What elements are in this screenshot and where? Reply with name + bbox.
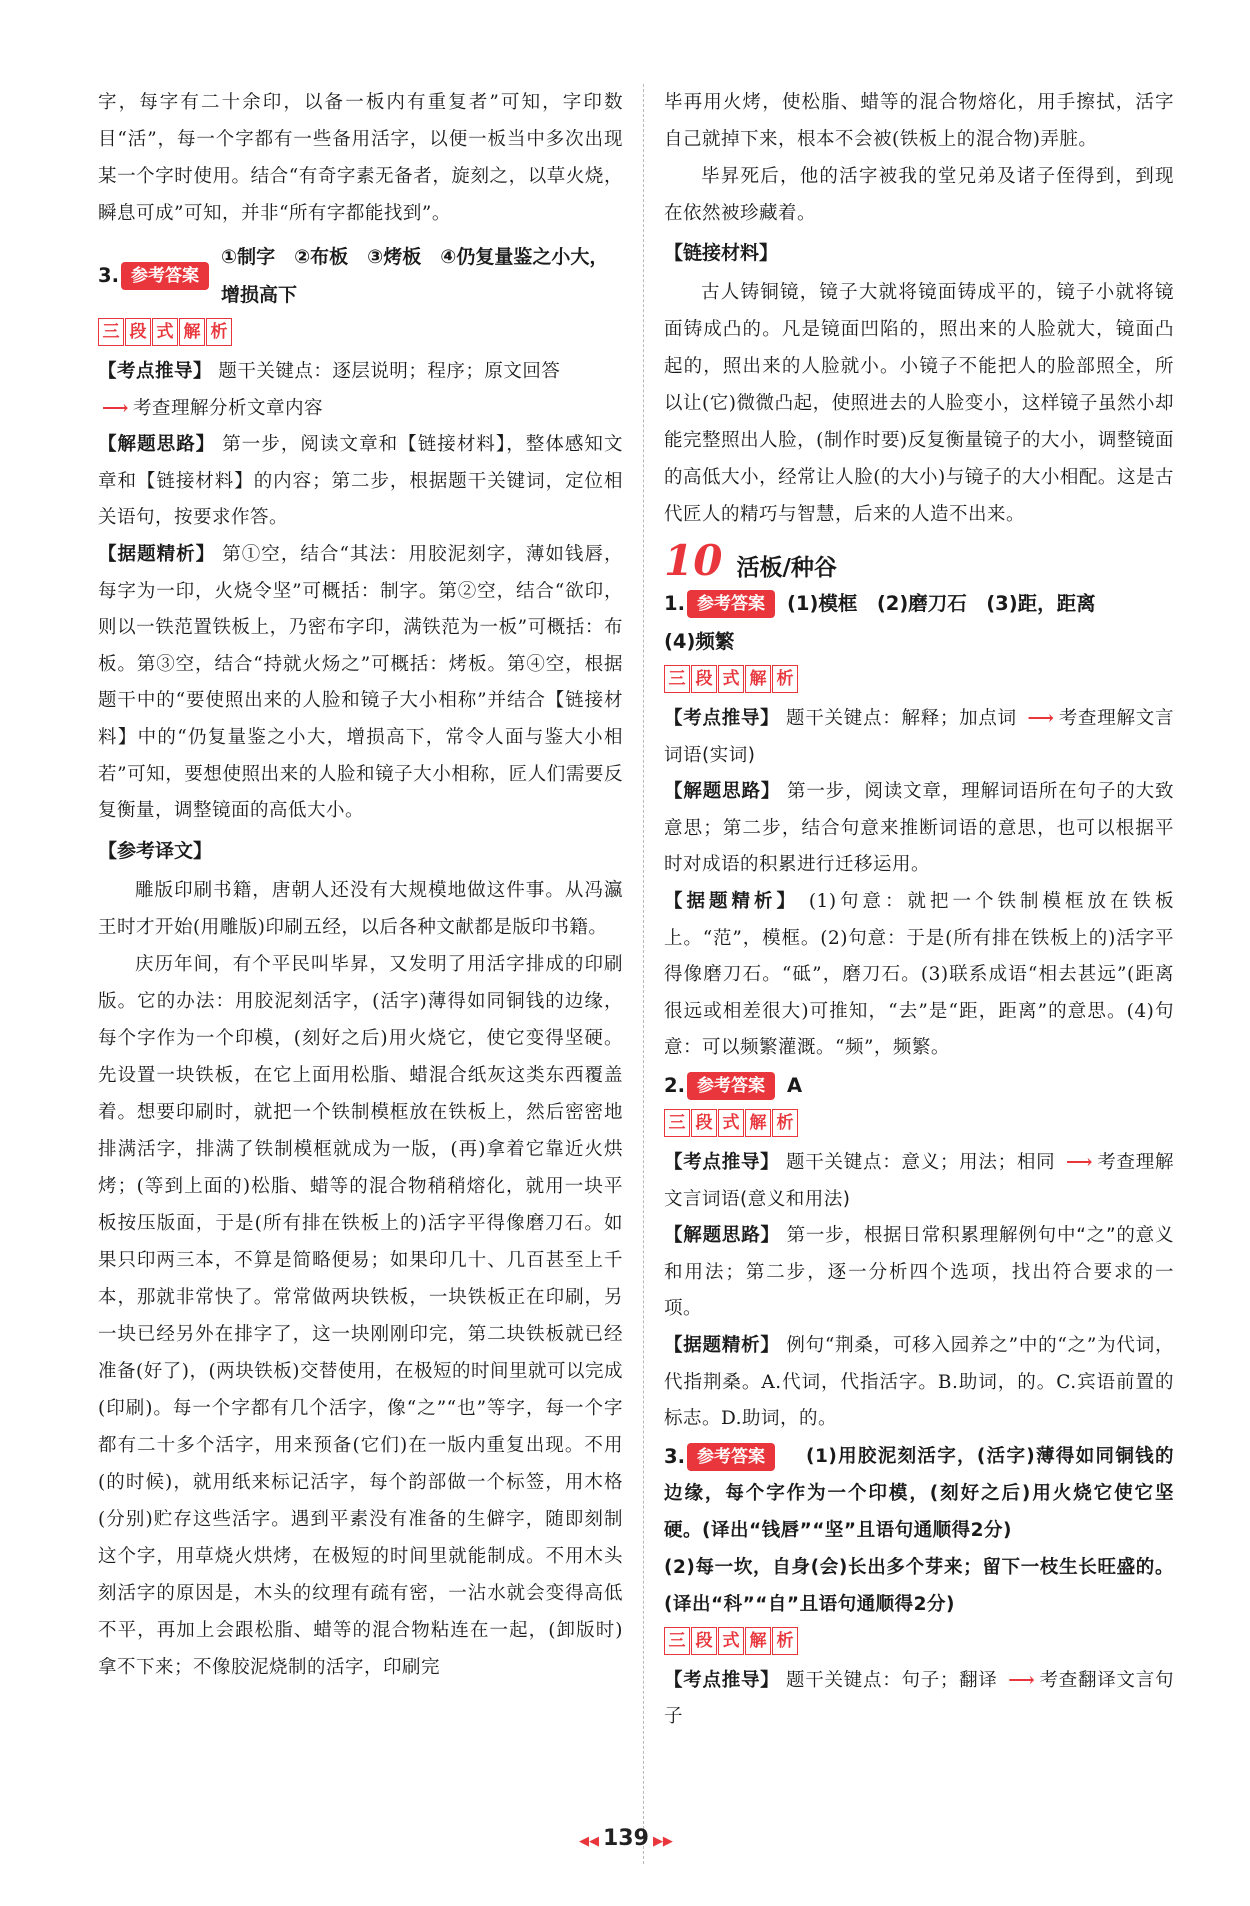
jingxi-label: 【据题精析】 [664,1334,780,1356]
analysis-box: 式 [718,1109,744,1137]
kaodian-text-2: 考查理解文言词语(实词) [664,708,1174,766]
jieti-paragraph [664,774,1174,884]
jingxi-label: 【据题精析】 [98,543,216,565]
jieti-label: 【解题思路】 [664,781,781,803]
jingxi-text: 第①空，结合“其法：用胶泥刻字，薄如钱唇，每字为一印，火烧令坚”可概括：制字。第②空，结合“欲印，则以一铁范置铁板上，乃密布字印，满铁范为一板”可概括：布板。第③空，结合“持就火炀之”可概括：烤板。第④空，根据题干中的“要使照出来的人脸和镜子大小相称”并结合【链接材料】中的“仍复量鉴之小大，增损高下，常令人面与鉴大小相若”可知，要想使照出来的人脸和镜子大小相称，匠人们需要反复衡量，调整镜面的高低大小。 [98,543,623,822]
lesson-title: 活板/种谷 [736,555,837,581]
analysis-box: 解 [179,318,205,346]
analysis-box: 式 [718,1627,744,1655]
kaodian-text-2: 考查理解分析文章内容 [133,397,324,419]
kaodian-label: 【考点推导】 [664,1669,780,1691]
analysis-box: 解 [745,1109,771,1137]
answer-badge: 参考答案 [687,1072,775,1100]
jingxi-text: 例句“荆桑，可移入园养之”中的“之”为代词，代指荆桑。A.代词，代指活字。B.助词，的。C.宾语前置的标志。D.助词，的。 [664,1334,1174,1430]
kaodian-label: 【考点推导】 [664,708,780,729]
analysis-box: 析 [206,318,232,346]
jieti-text: 第一步，根据日常积累理解例句中“之”的意义和用法；第二步，逐一分析四个选项，找出符合要求的一项。 [664,1225,1174,1320]
kaodian-text: 题干关键点：句子；翻译 [786,1669,998,1691]
column-divider [643,84,644,1864]
kaodian-text-2: 考查理解文言词语(意义和用法) [664,1151,1174,1210]
kaodian-label: 【考点推导】 [98,361,213,382]
kaodian-label: 【考点推导】 [664,1151,780,1173]
right-triangles-icon: ▶▶ [652,1834,673,1849]
link-material-title: 【链接材料】 [664,242,779,264]
analysis-box: 解 [745,665,771,693]
q1-answer-line [664,585,1174,623]
analysis-boxes [664,665,1174,693]
jingxi-text: (1)句意：就把一个铁制模框放在铁板上。“范”，模框。(2)句意：于是(所有排在铁板上的)活字平得像磨刀石。“砥”，磨刀石。(3)联系成语“相去甚远”(距离很远或相差很大)可推知，“去”是“距，距离”的意思。(4)句意：可以频繁灌溉。“频”，频繁。 [664,890,1174,1059]
kaodian-paragraph [664,1145,1174,1218]
right-column [664,84,1174,1736]
left-top-paragraph: 字，每字有二十余印，以备一板内有重复者”可知，字印数目“活”，每一个字都有一些备用活字，以便一板当中多次出现某一个字时使用。结合“有奇字素无备者，旋刻之，以草火烧，瞬息可成”可知，并非“所有字都能找到”。 [98,92,623,224]
q3-answer-line [98,238,623,314]
answer-text: (1)用胶泥刻活字，(活字)薄得如同铜钱的边缘，每个字作为一个印模，(刻好之后)用火烧它使它坚硬。(译出“钱唇”“坚”且语句通顺得2分) [664,1445,1174,1541]
answer-text-2: (2)每一坎，自身(会)长出多个芽来；留下一枝生长旺盛的。(译出“科”“自”且语句通顺得2分) [664,1556,1174,1615]
link-material-text: 古人铸铜镜，镜子大就将镜面铸成平的，镜子小就将镜面铸成凸的。凡是镜面凹陷的，照出来的人脸就大，镜面凸起的，照出来的人脸就小。小镜子不能把人的脸部照全，所以让(它)微微凸起，使照进去的人脸变小，这样镜子虽然小却能完整照出人脸，(制作时要)反复衡量镜子的大小，调整镜面的高低大小，经常让人脸(的大小)与镜子的大小相配。这是古代匠人的精巧与智慧，后来的人造不出来。 [664,282,1174,525]
q1-answer-line-2 [664,623,1174,661]
arrow-icon: ⟶ [1008,1669,1036,1691]
analysis-box: 式 [718,665,744,693]
analysis-box: 式 [152,318,178,346]
question-number: 3. [664,1444,685,1468]
answer-badge: 参考答案 [687,590,775,618]
question-number: 2. [664,1073,685,1097]
jingxi-paragraph [664,1328,1174,1438]
analysis-box: 三 [664,1627,690,1655]
kaodian-paragraph [98,354,623,427]
analysis-box: 三 [98,318,124,346]
left-column [98,84,623,1686]
analysis-box: 段 [691,665,717,693]
answer-text: A [786,1073,803,1097]
jieti-paragraph [664,1218,1174,1328]
analysis-box: 段 [125,318,151,346]
question-number: 3. [98,264,119,287]
analysis-boxes [98,318,623,346]
kaodian-text: 题干关键点：意义；用法；相同 [786,1151,1056,1173]
answer-badge: 参考答案 [687,1443,775,1471]
answer-text-2: (4)频繁 [664,630,735,653]
translation-paragraph-1: 雕版印刷书籍，唐朝人还没有大规模地做这件事。从冯瀛王时才开始(用雕版)印刷五经，以后各种文献都是版印书籍。 [98,879,623,938]
jieti-label: 【解题思路】 [664,1225,780,1247]
jingxi-paragraph [664,884,1174,1067]
lesson-number: 10 [664,536,723,585]
arrow-icon: ⟶ [1027,708,1055,729]
analysis-box: 析 [772,1109,798,1137]
analysis-box: 解 [745,1627,771,1655]
question-number: 1. [664,592,685,615]
reference-translation-title: 【参考译文】 [98,839,213,862]
jingxi-paragraph [98,537,623,830]
answer-text: ①制字 ②布板 ③烤板 ④仍复量鉴之小大，增损高下 [220,246,609,306]
analysis-boxes [664,1627,1174,1655]
left-triangles-icon: ◀◀ [579,1834,599,1849]
analysis-box: 三 [664,1109,690,1137]
analysis-box: 段 [691,1109,717,1137]
arrow-icon: ⟶ [102,397,130,419]
analysis-box: 析 [772,1627,798,1655]
arrow-icon: ⟶ [1065,1151,1094,1173]
kaodian-text: 题干关键点：逐层说明；程序；原文回答 [218,361,561,382]
right-top-paragraph-2: 毕昇死后，他的活字被我的堂兄弟及诸子侄得到，到现在依然被珍藏着。 [664,166,1174,224]
answer-text: (1)模框 (2)磨刀石 (3)距，距离 [786,592,1096,615]
q2-answer-line [664,1067,1174,1105]
page-number-text: 139 [603,1826,649,1851]
jieti-text: 第一步，阅读文章，理解词语所在句子的大致意思；第二步，结合句意来推断词语的意思，也可以根据平时对成语的积累进行迁移运用。 [664,781,1174,876]
answer-badge: 参考答案 [121,262,209,290]
jieti-text: 第一步，阅读文章和【链接材料】，整体感知文章和【链接材料】的内容；第二步，根据题干关键词，定位相关语句，按要求作答。 [98,434,623,529]
translation-paragraph-2: 庆历年间，有个平民叫毕昇，又发明了用活字排成的印刷版。它的办法：用胶泥刻活字，(活字)薄得如同铜钱的边缘，每个字作为一个印模，(刻好之后)用火烧它，使它变得坚硬。先设置一块铁板，在它上面用松脂、蜡混合纸灰这类东西覆盖着。想要印刷时，就把一个铁制模框放在铁板上，然后密密地排满活字，排满了铁制模框就成为一版，(再)拿着它靠近火烘烤；(等到上面的)松脂、蜡等的混合物稍稍熔化，就用一块平板按压版面，于是(所有排在铁板上的)活字平得像磨刀石。如果只印两三本，不算是简略便易；如果印几十、几百甚至上千本，那就非常快了。常常做两块铁板，一块铁板正在印刷，另一块已经另外在排字了，这一块刚刚印完，第二块铁板就已经准备(好了)，(两块铁板)交替使用，在极短的时间里就可以完成(印刷)。每一个字都有几个活字，像“之”“也”等字，每一个字都有二十多个活字，用来预备(它们)在一版内重复出现。不用(的时候)，就用纸来标记活字，每个韵部做一个标签，用木格(分别)贮存这些活字。遇到平素没有准备的生僻字，随即刻制这个字，用草烧火烘烤，在极短的时间里就能制成。不用木头刻活字的原因是，木头的纹理有疏有密，一沾水就会变得高低不平，再加上会跟松脂、蜡等的混合物粘连在一起，(卸版时)拿不下来；不像胶泥烧制的活字，印刷完 [98,953,623,1678]
right-top-paragraph: 毕再用火烤，使松脂、蜡等的混合物熔化，用手擦拭，活字自己就掉下来，根本不会被(铁板上的混合物)弄脏。 [664,92,1174,150]
page-number [575,1826,677,1851]
kaodian-paragraph [664,1663,1174,1736]
lesson-heading [664,536,1174,585]
kaodian-text: 题干关键点：解释；加点词 [786,708,1017,729]
analysis-box: 析 [772,665,798,693]
analysis-box: 段 [691,1627,717,1655]
analysis-box: 三 [664,665,690,693]
jieti-paragraph [98,427,623,537]
jingxi-label: 【据题精析】 [664,890,799,912]
kaodian-paragraph [664,701,1174,774]
analysis-boxes [664,1109,1174,1137]
kaodian-text-2: 考查翻译文言句子 [664,1669,1174,1728]
jieti-label: 【解题思路】 [98,434,216,456]
